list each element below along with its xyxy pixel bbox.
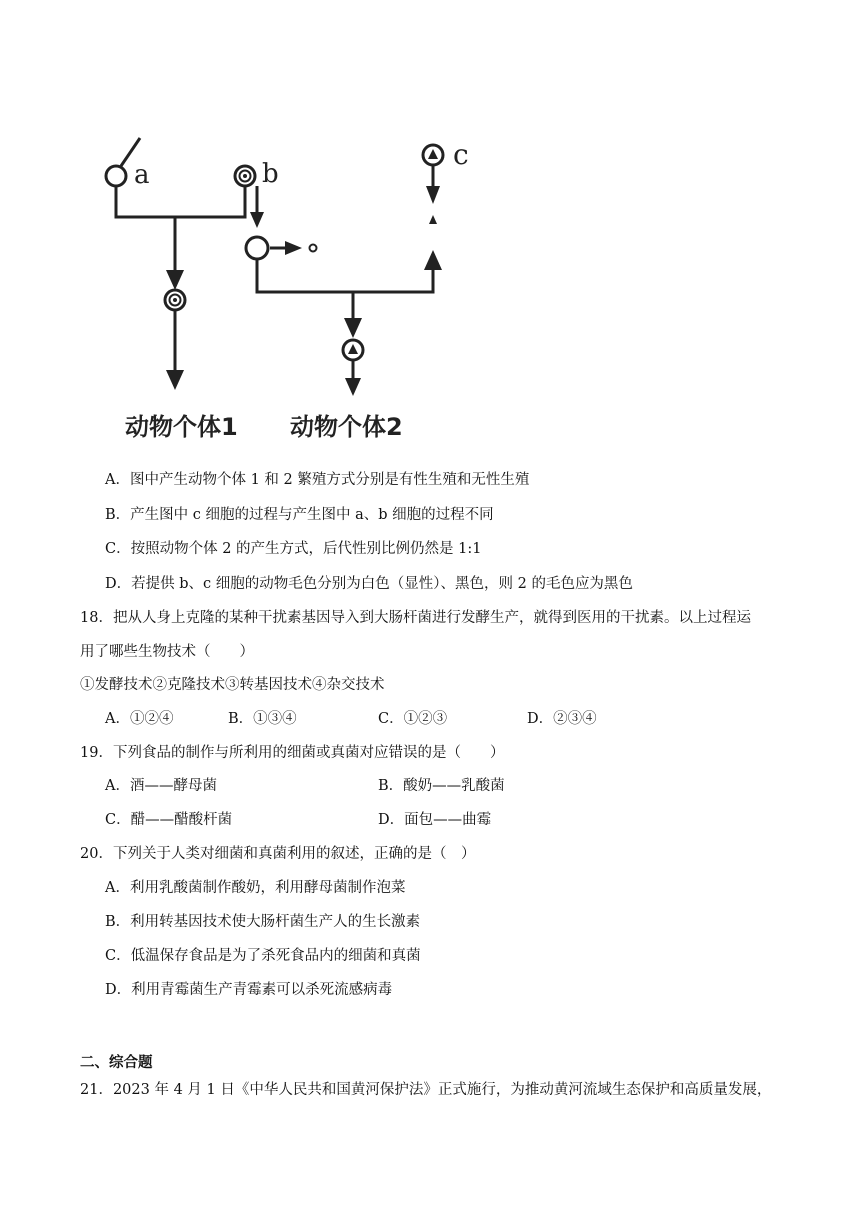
q18-stem-line2: 用了哪些生物技术（ ）: [80, 644, 254, 660]
q17-option-b: B．产生图中 c 细胞的过程与产生图中 a、b 细胞的过程不同: [105, 507, 494, 523]
q19-option-a: A．酒——酵母菌: [105, 778, 217, 794]
q17-option-a: A．图中产生动物个体 1 和 2 繁殖方式分别是有性生殖和无性生殖: [105, 472, 530, 488]
diagram-svg: [90, 120, 510, 450]
q19-option-b: B．酸奶——乳酸菌: [378, 778, 505, 794]
label-c: c: [453, 138, 469, 171]
q20-option-b: B．利用转基因技术使大肠杆菌生产人的生长激素: [105, 914, 421, 930]
q18-option-c: C．①②③: [378, 711, 448, 727]
q20-stem: 20．下列关于人类对细菌和真菌利用的叙述，正确的是（ ）: [80, 846, 476, 862]
q20-option-d: D．利用青霉菌生产青霉素可以杀死流感病毒: [105, 982, 393, 998]
q18-option-b: B．①③④: [228, 711, 297, 727]
enucleated-cell: [246, 237, 268, 259]
label-b: b: [262, 159, 279, 189]
q17-option-d: D．若提供 b、c 细胞的动物毛色分别为白色（显性）、黑色，则 2 的毛色应为黑色: [105, 576, 633, 592]
q21-stem-line1: 21．2023 年 4 月 1 日《中华人民共和国黄河保护法》正式施行，为推动黄河流域生态保护和高质量发展，: [80, 1082, 772, 1098]
q18-option-a: A．①②④: [105, 711, 174, 727]
q17-option-c: C．按照动物个体 2 的产生方式，后代性别比例仍然是 1:1: [105, 541, 482, 557]
q18-stem-line1: 18．把从人身上克隆的某种干扰素基因导入到大肠杆菌进行发酵生产，就得到医用的干扰素。以上过程运: [80, 610, 751, 626]
caption-individual-1: 动物个体1: [125, 413, 238, 441]
q20-option-a: A．利用乳酸菌制作酸奶，利用酵母菌制作泡菜: [105, 880, 406, 896]
removed-nucleus: [310, 245, 317, 252]
q19-option-c: C．醋——醋酸杆菌: [105, 812, 233, 828]
cloning-diagram: [90, 120, 510, 450]
label-a: a: [134, 160, 150, 190]
q19-stem: 19．下列食品的制作与所利用的细菌或真菌对应错误的是（ ）: [80, 745, 505, 761]
q18-option-d: D．②③④: [527, 711, 597, 727]
q19-option-d: D．面包——曲霉: [378, 812, 492, 828]
caption-individual-2: 动物个体2: [290, 413, 403, 441]
section-title: 二、综合题: [80, 1054, 153, 1071]
q18-items: ①发酵技术②克隆技术③转基因技术④杂交技术: [80, 677, 385, 693]
cell-a: [106, 166, 126, 186]
q20-option-c: C．低温保存食品是为了杀死食品内的细菌和真菌: [105, 948, 421, 964]
